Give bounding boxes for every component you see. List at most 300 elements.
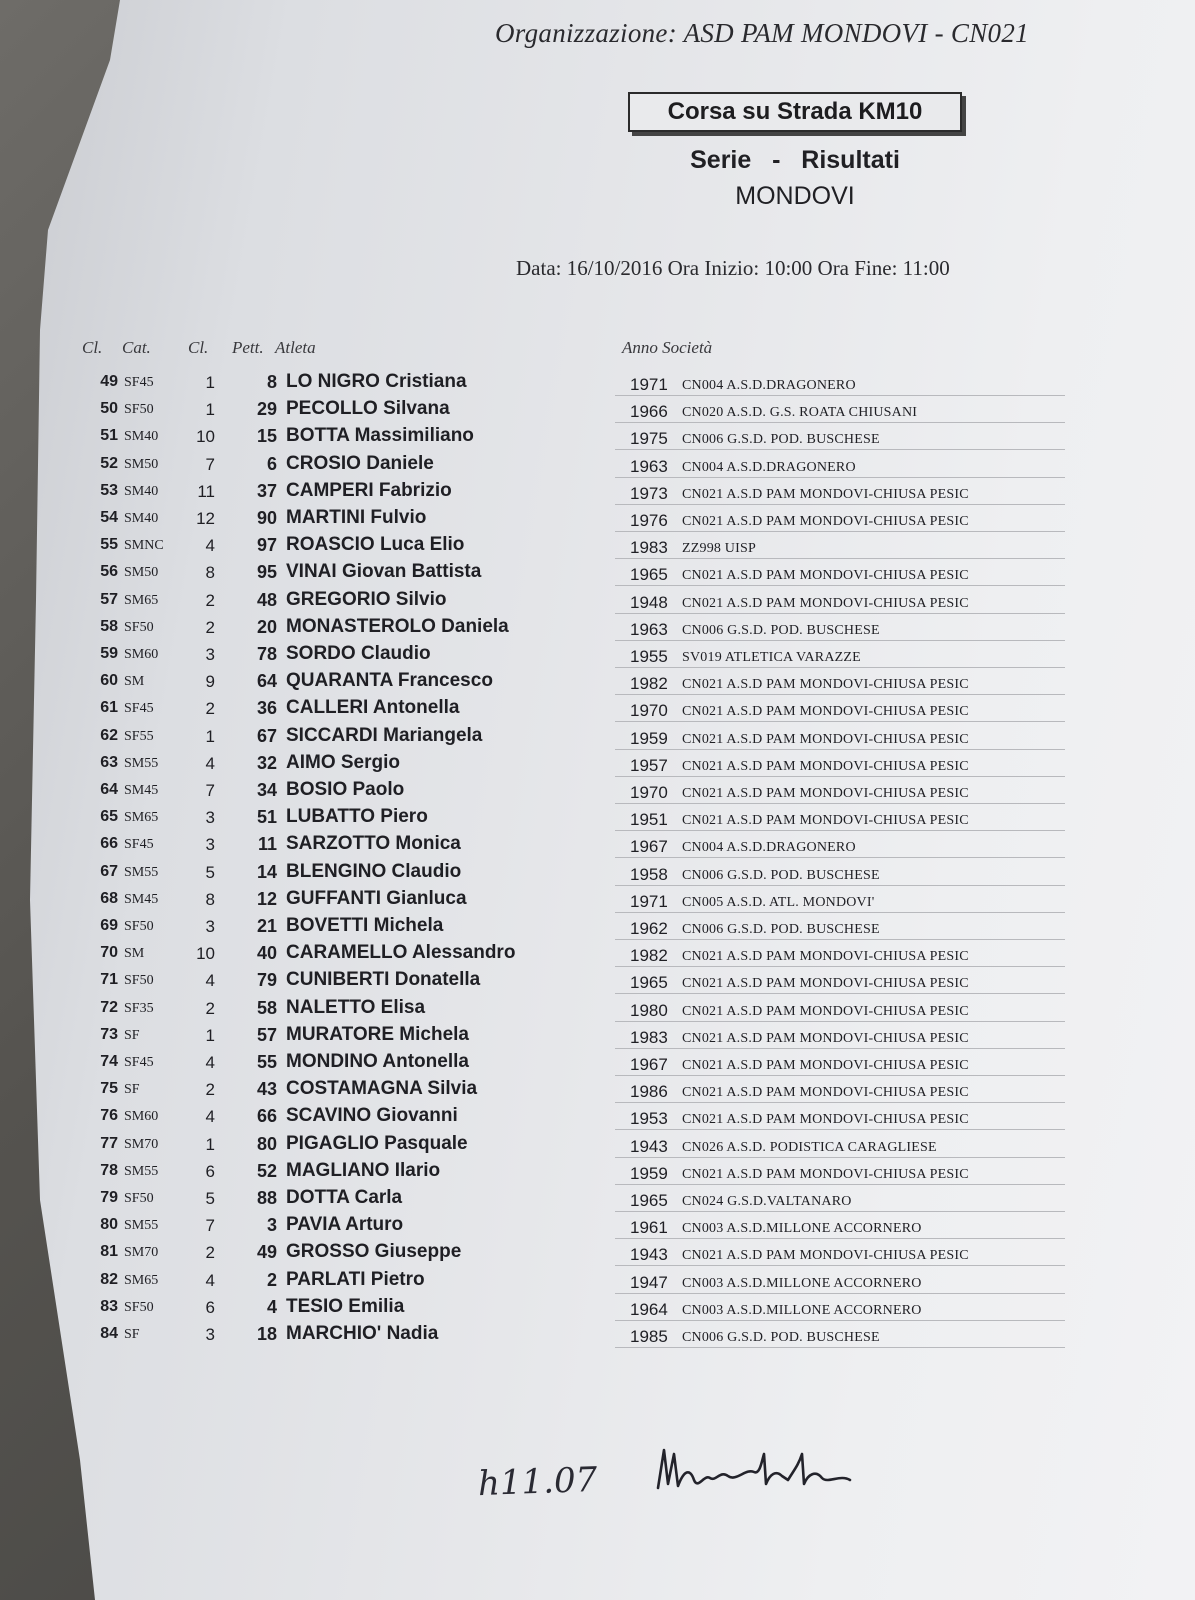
- cell-category-position: 2: [205, 1080, 215, 1100]
- cell-athlete-name: BOSIO Paolo: [286, 779, 405, 800]
- cell-club: CN006 G.S.D. POD. BUSCHESE: [682, 622, 880, 638]
- cell-position: 50: [100, 400, 118, 418]
- cell-bib: 3: [266, 1215, 277, 1236]
- cell-category-position: 7: [205, 1216, 215, 1236]
- table-row: [0, 1293, 1195, 1320]
- cell-club: SV019 ATLETICA VARAZZE: [682, 650, 861, 665]
- cell-athlete-name: MURATORE Michela: [286, 1023, 469, 1045]
- cell-birth-year: 1964: [630, 1299, 668, 1319]
- cell-club: CN021 A.S.D PAM MONDOVI-CHIUSA PESIC: [682, 677, 969, 693]
- cell-bib: 11: [257, 834, 277, 855]
- cell-athlete-name: GUFFANTI Gianluca: [286, 887, 467, 909]
- table-row: [0, 885, 1195, 912]
- cell-athlete-name: QUARANTA Francesco: [286, 670, 493, 692]
- cell-birth-year: 1958: [630, 864, 668, 884]
- cell-athlete-name: VINAI Giovan Battista: [286, 561, 482, 583]
- cell-birth-year: 1959: [630, 1163, 668, 1183]
- cell-category-position: 4: [205, 536, 215, 556]
- cell-category: SM65: [124, 1272, 159, 1288]
- cell-position: 64: [100, 781, 118, 798]
- cell-club: CN021 A.S.D PAM MONDOVI-CHIUSA PESIC: [682, 704, 969, 720]
- cell-category: SF45: [124, 837, 154, 853]
- table-row: [0, 1320, 1195, 1347]
- cell-position: 79: [100, 1189, 118, 1206]
- cell-birth-year: 1943: [630, 1245, 668, 1265]
- cell-position: 68: [100, 889, 118, 907]
- cell-birth-year: 1955: [630, 647, 668, 666]
- cell-bib: 79: [256, 970, 277, 991]
- cell-birth-year: 1947: [630, 1272, 668, 1292]
- cell-bib: 12: [256, 888, 277, 909]
- cell-position: 51: [100, 427, 118, 445]
- cell-category: SF50: [124, 1191, 154, 1206]
- cell-category: SM55: [124, 864, 159, 880]
- cell-bib: 15: [256, 426, 277, 447]
- cell-club: CN006 G.S.D. POD. BUSCHESE: [682, 867, 880, 883]
- cell-bib: 88: [256, 1188, 277, 1208]
- cell-birth-year: 1971: [630, 375, 668, 394]
- cell-club: CN021 A.S.D PAM MONDOVI-CHIUSA PESIC: [682, 1003, 969, 1019]
- cell-category: SF45: [124, 375, 154, 390]
- cell-position: 73: [100, 1025, 118, 1043]
- cell-athlete-name: SARZOTTO Monica: [286, 833, 461, 855]
- cell-category: SM60: [124, 1109, 159, 1125]
- header-category: Cat.: [122, 338, 151, 357]
- cell-birth-year: 1948: [630, 592, 668, 612]
- cell-birth-year: 1982: [630, 674, 668, 694]
- cell-birth-year: 1943: [630, 1136, 668, 1156]
- cell-birth-year: 1973: [630, 483, 668, 503]
- table-row: [0, 776, 1195, 803]
- cell-birth-year: 1985: [630, 1327, 668, 1346]
- table-row: [0, 613, 1195, 640]
- header-category-position: Cl.: [188, 338, 209, 357]
- cell-bib: 32: [256, 752, 277, 773]
- cell-position: 67: [100, 862, 118, 880]
- cell-birth-year: 1980: [630, 1000, 668, 1020]
- cell-birth-year: 1975: [630, 429, 668, 449]
- cell-category-position: 6: [205, 1297, 215, 1317]
- table-row: [0, 586, 1195, 613]
- table-row: [0, 994, 1195, 1021]
- cell-club: CN004 A.S.D.DRAGONERO: [682, 840, 856, 856]
- cell-category: SM40: [124, 511, 159, 526]
- table-row: [0, 531, 1195, 558]
- cell-athlete-name: BLENGINO Claudio: [286, 860, 462, 882]
- results-subtitle: Serie - Risultati: [690, 146, 900, 174]
- header-year-club: Anno Società: [622, 338, 713, 357]
- cell-category-position: 2: [205, 998, 215, 1018]
- cell-position: 57: [100, 590, 118, 608]
- cell-bib: 14: [256, 861, 277, 882]
- cell-category: SF: [124, 1027, 140, 1043]
- cell-athlete-name: MONDINO Antonella: [286, 1051, 469, 1072]
- cell-club: CN026 A.S.D. PODISTICA CARAGLIESE: [682, 1139, 937, 1155]
- table-row: [0, 830, 1195, 857]
- cell-athlete-name: PARLATI Pietro: [286, 1268, 425, 1290]
- cell-category-position: 5: [205, 862, 215, 882]
- cell-club: CN024 G.S.D.VALTANARO: [682, 1194, 852, 1209]
- cell-club: CN021 A.S.D PAM MONDOVI-CHIUSA PESIC: [682, 758, 969, 774]
- cell-club: CN005 A.S.D. ATL. MONDOVI': [682, 894, 875, 910]
- cell-category-position: 4: [205, 1053, 215, 1072]
- cell-bib: 29: [256, 399, 277, 420]
- cell-category: SM50: [124, 565, 159, 581]
- cell-bib: 4: [266, 1296, 277, 1317]
- table-row: [0, 939, 1195, 966]
- cell-position: 80: [100, 1216, 118, 1234]
- cell-birth-year: 1965: [630, 1191, 668, 1210]
- city-name: MONDOVI: [735, 182, 855, 210]
- cell-category: SM70: [124, 1245, 159, 1261]
- row-divider: [615, 1347, 1065, 1348]
- cell-club: CN021 A.S.D PAM MONDOVI-CHIUSA PESIC: [682, 786, 969, 801]
- cell-position: 53: [100, 481, 118, 499]
- table-row: [0, 1075, 1195, 1102]
- cell-position: 84: [100, 1325, 118, 1342]
- cell-category: SM70: [124, 1136, 159, 1152]
- cell-bib: 2: [266, 1269, 277, 1290]
- cell-birth-year: 1957: [630, 755, 668, 775]
- cell-athlete-name: COSTAMAGNA Silvia: [286, 1078, 478, 1100]
- cell-category-position: 1: [205, 1134, 215, 1154]
- cell-position: 49: [100, 373, 118, 390]
- cell-category: SF55: [124, 728, 154, 744]
- cell-position: 62: [100, 726, 118, 744]
- date-time-line: Data: 16/10/2016 Ora Inizio: 10:00 Ora Fine: 11:00: [516, 256, 950, 280]
- table-row: [0, 803, 1195, 830]
- table-row: [0, 722, 1195, 749]
- cell-birth-year: 1951: [630, 810, 668, 830]
- cell-athlete-name: LUBATTO Piero: [286, 806, 428, 828]
- cell-category: SM55: [124, 1218, 159, 1234]
- cell-club: CN021 A.S.D PAM MONDOVI-CHIUSA PESIC: [682, 1058, 969, 1073]
- table-row: [0, 1238, 1195, 1265]
- cell-birth-year: 1965: [630, 973, 668, 993]
- cell-club: CN006 G.S.D. POD. BUSCHESE: [682, 922, 880, 937]
- cell-athlete-name: CAMPERI Fabrizio: [286, 479, 452, 501]
- cell-birth-year: 1982: [630, 946, 668, 966]
- cell-athlete-name: PAVIA Arturo: [286, 1214, 404, 1236]
- table-row: [0, 749, 1195, 776]
- table-row: [0, 395, 1195, 422]
- cell-birth-year: 1967: [630, 837, 668, 857]
- cell-club: CN006 G.S.D. POD. BUSCHESE: [682, 1330, 880, 1345]
- cell-birth-year: 1961: [630, 1218, 668, 1238]
- cell-category-position: 3: [205, 835, 215, 855]
- cell-category-position: 8: [205, 889, 215, 909]
- cell-position: 82: [100, 1270, 118, 1288]
- table-row: [0, 558, 1195, 585]
- cell-club: ZZ998 UISP: [682, 541, 756, 557]
- cell-athlete-name: ROASCIO Luca Elio: [286, 534, 465, 556]
- cell-position: 83: [100, 1297, 118, 1315]
- cell-athlete-name: CARAMELLO Alessandro: [286, 942, 516, 964]
- cell-athlete-name: SICCARDI Mariangela: [286, 724, 483, 746]
- cell-position: 81: [100, 1243, 118, 1261]
- cell-category: SF50: [124, 619, 154, 635]
- cell-category: SF50: [124, 402, 154, 418]
- cell-category-position: 9: [205, 672, 215, 692]
- cell-club: CN006 G.S.D. POD. BUSCHESE: [682, 432, 880, 448]
- signature-icon: [650, 1440, 870, 1515]
- cell-bib: 58: [256, 997, 277, 1018]
- cell-category-position: 4: [205, 1270, 215, 1290]
- header-bib: Pett.: [232, 338, 264, 357]
- cell-position: 78: [100, 1161, 118, 1179]
- cell-bib: 95: [256, 562, 277, 583]
- cell-club: CN021 A.S.D PAM MONDOVI-CHIUSA PESIC: [682, 1248, 969, 1264]
- table-row: [0, 504, 1195, 531]
- cell-position: 69: [100, 917, 118, 934]
- cell-category-position: 10: [196, 427, 215, 447]
- cell-category: SM: [124, 946, 145, 962]
- cell-bib: 78: [256, 644, 277, 664]
- cell-bib: 20: [256, 616, 277, 637]
- cell-athlete-name: CUNIBERTI Donatella: [286, 969, 481, 991]
- cell-birth-year: 1967: [630, 1055, 668, 1074]
- cell-athlete-name: MARCHIO' Nadia: [286, 1323, 439, 1344]
- cell-category: SM50: [124, 456, 159, 472]
- cell-category-position: 5: [205, 1189, 215, 1208]
- cell-bib: 67: [256, 725, 277, 746]
- cell-athlete-name: SORDO Claudio: [286, 643, 431, 664]
- cell-athlete-name: CROSIO Daniele: [286, 452, 434, 474]
- cell-club: CN021 A.S.D PAM MONDOVI-CHIUSA PESIC: [682, 568, 969, 584]
- table-row: [0, 966, 1195, 993]
- cell-position: 58: [100, 617, 118, 635]
- cell-category: SF50: [124, 919, 154, 934]
- cell-club: CN020 A.S.D. G.S. ROATA CHIUSANI: [682, 405, 918, 421]
- cell-position: 77: [100, 1134, 118, 1152]
- table-row: [0, 477, 1195, 504]
- cell-category-position: 3: [205, 645, 215, 664]
- cell-category-position: 10: [196, 944, 215, 964]
- cell-athlete-name: GREGORIO Silvio: [286, 588, 447, 610]
- cell-athlete-name: MARTINI Fulvio: [286, 507, 427, 528]
- cell-position: 54: [100, 509, 118, 526]
- cell-athlete-name: AIMO Sergio: [286, 751, 401, 773]
- cell-category: SF45: [124, 701, 154, 717]
- table-row: [0, 858, 1195, 885]
- table-row: [0, 422, 1195, 449]
- cell-position: 66: [100, 835, 118, 853]
- cell-category: SM60: [124, 647, 159, 662]
- cell-club: CN003 A.S.D.MILLONE ACCORNERO: [682, 1221, 922, 1237]
- cell-birth-year: 1966: [630, 402, 668, 422]
- cell-category-position: 2: [205, 617, 215, 637]
- cell-athlete-name: MONASTEROLO Daniela: [286, 615, 509, 637]
- cell-position: 61: [100, 699, 118, 717]
- cell-category: SM55: [124, 755, 159, 771]
- cell-bib: 6: [266, 453, 277, 474]
- cell-birth-year: 1970: [630, 701, 668, 721]
- cell-category-position: 6: [205, 1161, 215, 1181]
- cell-position: 59: [100, 645, 118, 662]
- cell-bib: 51: [256, 807, 277, 828]
- cell-category-position: 1: [205, 400, 215, 420]
- cell-category: SF45: [124, 1055, 154, 1070]
- cell-category: SF50: [124, 1299, 154, 1315]
- cell-position: 52: [100, 454, 118, 472]
- cell-bib: 66: [256, 1106, 277, 1127]
- cell-category: SF35: [124, 1000, 154, 1016]
- cell-birth-year: 1963: [630, 619, 668, 639]
- cell-category: SM65: [124, 810, 159, 826]
- cell-position: 60: [100, 672, 118, 690]
- cell-category-position: 4: [205, 753, 215, 773]
- cell-category: SM: [124, 674, 145, 690]
- cell-athlete-name: BOVETTI Michela: [286, 915, 444, 936]
- cell-position: 71: [100, 971, 118, 989]
- cell-club: CN021 A.S.D PAM MONDOVI-CHIUSA PESIC: [682, 976, 969, 992]
- cell-category: SMNC: [124, 538, 164, 554]
- cell-birth-year: 1976: [630, 511, 668, 530]
- cell-bib: 34: [256, 780, 277, 800]
- cell-category-position: 11: [197, 481, 215, 501]
- cell-category-position: 4: [205, 1107, 215, 1127]
- cell-bib: 57: [256, 1024, 277, 1045]
- table-row: [0, 450, 1195, 477]
- cell-bib: 90: [256, 508, 277, 528]
- cell-category-position: 2: [205, 1243, 215, 1263]
- cell-birth-year: 1962: [630, 919, 668, 938]
- cell-bib: 80: [256, 1133, 277, 1154]
- cell-birth-year: 1970: [630, 783, 668, 802]
- race-title: Corsa su Strada KM10: [628, 92, 962, 132]
- cell-bib: 49: [256, 1242, 277, 1263]
- cell-birth-year: 1953: [630, 1109, 668, 1129]
- cell-category-position: 7: [205, 781, 215, 800]
- cell-category-position: 8: [205, 563, 215, 583]
- cell-position: 75: [100, 1080, 118, 1098]
- cell-bib: 40: [256, 943, 277, 964]
- cell-category-position: 2: [205, 590, 215, 610]
- cell-category: SF: [124, 1082, 140, 1098]
- cell-category: SM40: [124, 483, 159, 499]
- cell-club: CN003 A.S.D.MILLONE ACCORNERO: [682, 1275, 922, 1291]
- table-row: [0, 1021, 1195, 1048]
- cell-category: SF: [124, 1327, 140, 1342]
- cell-position: 76: [100, 1107, 118, 1125]
- handwritten-time: h11.07: [477, 1459, 598, 1505]
- cell-category: SM55: [124, 1163, 159, 1179]
- cell-category-position: 7: [205, 454, 215, 474]
- cell-athlete-name: SCAVINO Giovanni: [286, 1105, 458, 1127]
- cell-position: 70: [100, 944, 118, 962]
- cell-club: CN021 A.S.D PAM MONDOVI-CHIUSA PESIC: [682, 813, 969, 829]
- cell-category-position: 4: [205, 971, 215, 991]
- cell-bib: 37: [256, 480, 277, 501]
- cell-category: SM65: [124, 592, 159, 608]
- cell-club: CN021 A.S.D PAM MONDOVI-CHIUSA PESIC: [682, 1166, 969, 1182]
- table-row: [0, 1048, 1195, 1075]
- cell-bib: 55: [256, 1052, 277, 1072]
- cell-category: SF50: [124, 973, 154, 989]
- cell-athlete-name: BOTTA Massimiliano: [286, 425, 474, 447]
- cell-position: 56: [100, 563, 118, 581]
- cell-category: SM45: [124, 783, 159, 798]
- table-row: [0, 1157, 1195, 1184]
- cell-bib: 43: [256, 1079, 277, 1100]
- table-header: [0, 338, 1195, 360]
- cell-club: CN021 A.S.D PAM MONDOVI-CHIUSA PESIC: [682, 731, 969, 747]
- table-row: [0, 667, 1195, 694]
- table-row: [0, 694, 1195, 721]
- cell-birth-year: 1986: [630, 1082, 668, 1102]
- cell-club: CN021 A.S.D PAM MONDOVI-CHIUSA PESIC: [682, 514, 969, 529]
- cell-club: CN021 A.S.D PAM MONDOVI-CHIUSA PESIC: [682, 486, 969, 502]
- cell-club: CN021 A.S.D PAM MONDOVI-CHIUSA PESIC: [682, 1112, 969, 1128]
- table-row: [0, 640, 1195, 667]
- cell-athlete-name: TESIO Emilia: [286, 1295, 405, 1317]
- cell-athlete-name: GROSSO Giuseppe: [286, 1241, 462, 1263]
- cell-bib: 36: [256, 698, 277, 719]
- table-row: [0, 1184, 1195, 1211]
- cell-category-position: 1: [205, 726, 215, 746]
- cell-athlete-name: DOTTA Carla: [286, 1187, 403, 1208]
- cell-bib: 21: [256, 916, 277, 936]
- cell-bib: 52: [256, 1160, 277, 1181]
- cell-club: CN004 A.S.D.DRAGONERO: [682, 378, 856, 393]
- cell-bib: 18: [256, 1324, 277, 1344]
- cell-birth-year: 1965: [630, 565, 668, 585]
- cell-birth-year: 1983: [630, 538, 668, 558]
- cell-club: CN003 A.S.D.MILLONE ACCORNERO: [682, 1302, 922, 1318]
- table-row: [0, 912, 1195, 939]
- cell-athlete-name: PECOLLO Silvana: [286, 398, 450, 420]
- header-position: Cl.: [82, 338, 103, 357]
- cell-bib: 8: [266, 372, 277, 392]
- cell-position: 74: [100, 1053, 118, 1070]
- cell-position: 65: [100, 808, 118, 826]
- cell-club: CN021 A.S.D PAM MONDOVI-CHIUSA PESIC: [682, 949, 969, 965]
- cell-birth-year: 1983: [630, 1027, 668, 1047]
- cell-club: CN004 A.S.D.DRAGONERO: [682, 459, 856, 475]
- table-row: [0, 368, 1195, 395]
- cell-bib: 48: [256, 589, 277, 610]
- cell-birth-year: 1959: [630, 728, 668, 748]
- cell-category-position: 1: [205, 1025, 215, 1045]
- table-row: [0, 1211, 1195, 1238]
- cell-category-position: 3: [205, 917, 215, 936]
- cell-category-position: 12: [196, 509, 215, 528]
- cell-athlete-name: PIGAGLIO Pasquale: [286, 1132, 468, 1154]
- cell-club: CN021 A.S.D PAM MONDOVI-CHIUSA PESIC: [682, 595, 969, 611]
- table-row: [0, 1102, 1195, 1129]
- header-athlete: Atleta: [275, 338, 316, 357]
- cell-position: 63: [100, 753, 118, 771]
- cell-club: CN021 A.S.D PAM MONDOVI-CHIUSA PESIC: [682, 1030, 969, 1046]
- cell-club: CN021 A.S.D PAM MONDOVI-CHIUSA PESIC: [682, 1085, 969, 1101]
- cell-position: 55: [100, 536, 118, 554]
- cell-athlete-name: LO NIGRO Cristiana: [286, 371, 467, 392]
- cell-category-position: 3: [205, 808, 215, 828]
- cell-athlete-name: MAGLIANO Ilario: [286, 1159, 441, 1181]
- cell-athlete-name: CALLERI Antonella: [286, 697, 460, 719]
- cell-category-position: 3: [205, 1325, 215, 1344]
- cell-bib: 64: [256, 671, 277, 692]
- cell-category-position: 1: [205, 373, 215, 392]
- cell-category: SM40: [124, 429, 159, 445]
- cell-birth-year: 1971: [630, 891, 668, 911]
- cell-category: SM45: [124, 891, 159, 907]
- cell-bib: 97: [256, 535, 277, 556]
- table-row: [0, 1266, 1195, 1293]
- cell-category-position: 2: [205, 699, 215, 719]
- cell-position: 72: [100, 998, 118, 1016]
- table-row: [0, 1130, 1195, 1157]
